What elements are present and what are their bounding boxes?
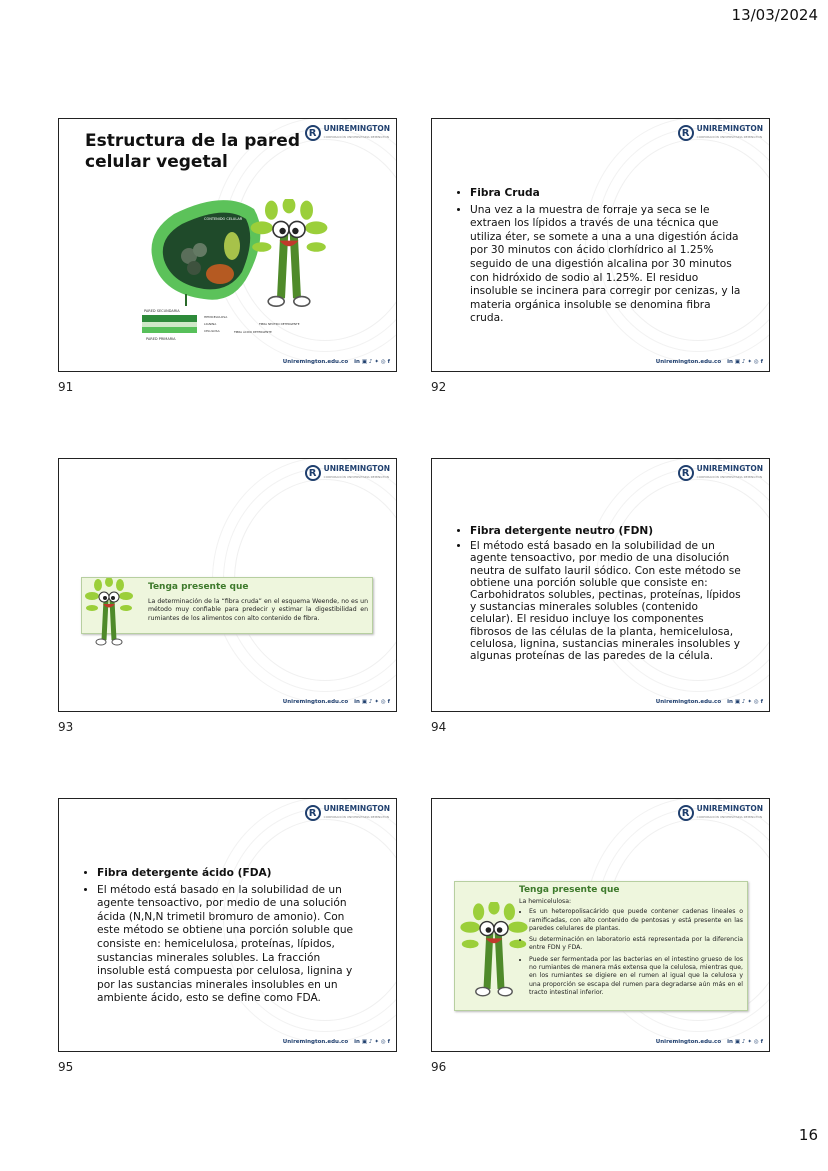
slide-number: 92 [431,380,447,394]
svg-text:CONTENIDO CELULAR: CONTENIDO CELULAR [204,217,243,221]
mascot-illustration [249,199,329,311]
note-bullet: • Puede ser fermentada por las bacterias en el intestino grueso de los no rumiantes de manera más extensa que la celulosa, mientras que, en los rumiantes se digiere en el rumen al igual que la celulosa y una proporción se escapa del rumen para degradarse aún más en el tracto intestinal inferior. [529,956,743,997]
uniremington-logo: R UNIREMINGTON CORPORACIÓN UNIVERSITARIA REMINGTON [678,465,763,481]
slide-93 [58,458,397,712]
slide-text: • Una vez a la muestra de forraje ya seca se le extraen los lípidos a través de una técnica que utiliza éter, se somete a una a una digestión ácida por 30 minutos con ácido clorhídrico al 1.25% seguido de una digestión alcalina por 30 minutos con hidróxido de sodio al 1.25%. El residuo insoluble se incinera para corregir por cenizas, y la materia orgánica insoluble se denomina fibra cruda. [470,204,741,326]
svg-text:FIBRA ÁCIDO DETERGENTE: FIBRA ÁCIDO DETERGENTE [234,330,272,334]
svg-text:PARED SECUNDARIA: PARED SECUNDARIA [144,309,180,313]
slide-95 [58,798,397,1052]
slide-94 [431,458,770,712]
note-text: La determinación de la “fibra cruda” en el esquema Weende, no es un método muy confiable para predecir y estimar la digestibilidad en rumiantes de los alimentos con alto contenido de fibra. [148,598,368,622]
slide-92 [431,118,770,372]
uniremington-logo: R UNIREMINGTON CORPORACIÓN UNIVERSITARIA REMINGTON [678,805,763,821]
note-title: Tenga presente que [148,582,249,592]
uniremington-logo: R UNIREMINGTON CORPORACIÓN UNIVERSITARIA REMINGTON [305,465,390,481]
uniremington-logo: R UNIREMINGTON CORPORACIÓN UNIVERSITARIA REMINGTON [305,805,390,821]
mascot [84,578,134,652]
slide-text: • El método está basado en la solubilidad de un agente tensoactivo, por medio de una disolución neutra de sulfato lauril sódico. Con este método se obtiene una porción soluble que consiste en: Carbohidratos solubles, pectinas, proteínas, lípidos y sustancias minerales solubles (contenido celular). El residuo incluye los componentes fibrosos de las células de la planta, hemicelulosa, celulosa, lignina, sustancias minerales insolubles y algunas proteínas de las paredes de la célula. [470,540,741,662]
slide-91 [58,118,397,372]
uniremington-logo: R UNIREMINGTON CORPORACIÓN UNIVERSITARIA REMINGTON [678,125,763,141]
slide-number: 96 [431,1060,447,1074]
slide-heading: • Fibra Cruda [470,187,741,201]
slide-96 [431,798,770,1052]
note-box [81,577,373,634]
note-subtitle: La hemicelulosa: [519,898,572,905]
slide-footer: Uniremington.edu.co in ▣ ♪ ✦ ◎ f [282,1039,390,1045]
slide-footer: Uniremington.edu.co in ▣ ♪ ✦ ◎ f [655,1039,763,1045]
print-date: 13/03/2024 [731,6,818,24]
svg-text:HEMICELULOSA: HEMICELULOSA [204,315,228,319]
note-bullet: • Es un heteropolisacárido que puede contener cadenas lineales o ramificadas, con alto contenido de pentosas y está presente en las paredes celulares de plantas. [529,908,743,933]
slide-number: 93 [58,720,74,734]
slide-number: 95 [58,1060,74,1074]
svg-text:FIBRA NEUTRO DETERGENTE: FIBRA NEUTRO DETERGENTE [259,322,300,326]
note-box [454,881,748,1011]
slide-heading: • Fibra detergente ácido (FDA) [97,867,368,881]
svg-text:PARED PRIMARIA: PARED PRIMARIA [146,337,176,341]
slide-number: 91 [58,380,74,394]
page-number: 16 [798,1126,818,1144]
slide-heading: • Fibra detergente neutro (FDN) [470,525,741,537]
slide-number: 94 [431,720,447,734]
slide-footer: Uniremington.edu.co in ▣ ♪ ✦ ◎ f [655,359,763,365]
slide-footer: Uniremington.edu.co in ▣ ♪ ✦ ◎ f [655,699,763,705]
uniremington-logo: R UNIREMINGTON CORPORACIÓN UNIVERSITARIA REMINGTON [305,125,390,141]
note-title: Tenga presente que [519,885,620,895]
mascot [249,199,329,317]
svg-text:CELULOSA: CELULOSA [204,329,220,333]
mascot-illustration [84,578,134,648]
slide-footer: Uniremington.edu.co in ▣ ♪ ✦ ◎ f [282,359,390,365]
note-bullet: • Su determinación en laboratorio está representada por la diferencia entre FDN y FDA. [529,936,743,953]
svg-text:LIGNINA: LIGNINA [204,322,217,326]
slide-text: • El método está basado en la solubilidad de un agente tensoactivo, por medio de una solución ácida (N,N,N trimetil bromuro de amonio). Con este método se obtiene una porción soluble que consiste en: hemicelulosa, proteínas, lípidos, sustancias minerales solubles. La fracción insoluble está compuesta por celulosa, lignina y por las sustancias minerales insolubles en un ambiente ácido, esto se define como FDA. [97,884,368,1006]
slide-footer: Uniremington.edu.co in ▣ ♪ ✦ ◎ f [282,699,390,705]
slide-title: Estructura de la pared celular vegetal [85,131,300,172]
